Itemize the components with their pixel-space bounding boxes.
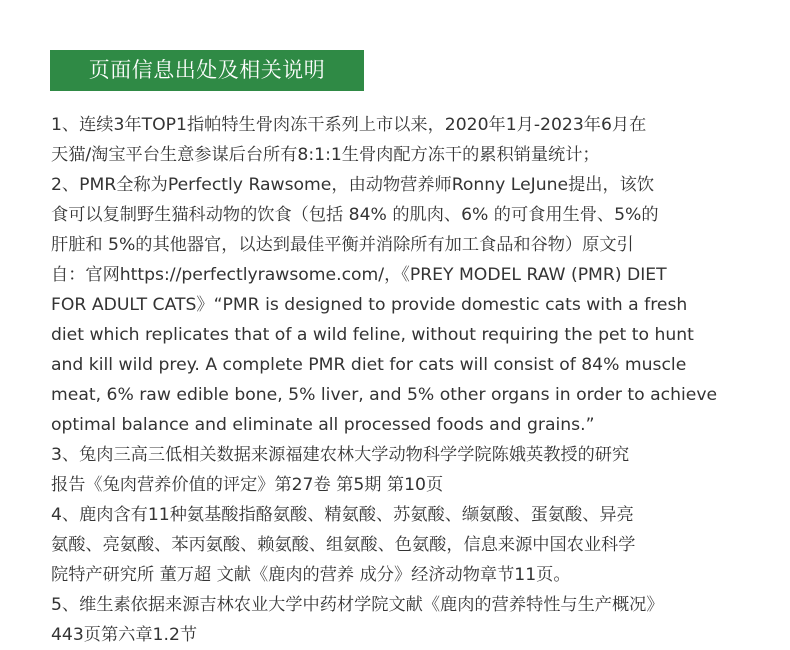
- note-line: 443页第六章1.2节: [51, 625, 198, 645]
- note-line: 2、PMR全称为Perfectly Rawsome，由动物营养师Ronny LeJune提出，该饮: [51, 175, 655, 195]
- note-line: meat, 6% raw edible bone, 5% liver, and 5% other organs in order to achieve: [51, 385, 718, 405]
- note-line: 自：官网https://perfectlyrawsome.com/，《PREY MODEL RAW (PMR) DIET: [51, 265, 667, 285]
- note-line: 院特产研究所 董万超 文献《鹿肉的营养 成分》经济动物章节11页。: [51, 565, 571, 585]
- note-line: 食可以复制野生猫科动物的饮食（包括 84% 的肌肉、6% 的可食用生骨、5%的: [51, 205, 659, 225]
- note-line: 3、兔肉三高三低相关数据来源福建农林大学动物科学学院陈娥英教授的研究: [51, 445, 630, 465]
- note-line: 1、连续3年TOP1指帕特生骨肉冻干系列上市以来，2020年1月-2023年6月在: [51, 115, 647, 135]
- note-line: 报告《兔肉营养价值的评定》第27卷 第5期 第10页: [51, 475, 444, 495]
- source-notes: [51, 110, 763, 650]
- note-line: 肝脏和 5%的其他器官，以达到最佳平衡并消除所有加工食品和谷物）原文引: [51, 235, 634, 255]
- note-line: and kill wild prey. A complete PMR diet for cats will consist of 84% muscle: [51, 355, 687, 375]
- note-line: 天猫/淘宝平台生意参谋后台所有8:1:1生骨肉配方冻干的累积销量统计；: [51, 145, 600, 165]
- section-title: 页面信息出处及相关说明: [50, 50, 364, 91]
- note-line: 5、维生素依据来源吉林农业大学中药材学院文献《鹿肉的营养特性与生产概况》: [51, 595, 664, 615]
- note-line: diet which replicates that of a wild feline, without requiring the pet to hunt: [51, 325, 694, 345]
- note-line: FOR ADULT CATS》“PMR is designed to provide domestic cats with a fresh: [51, 295, 688, 315]
- note-line: 氨酸、亮氨酸、苯丙氨酸、赖氨酸、组氨酸、色氨酸，信息来源中国农业科学: [51, 535, 636, 555]
- note-line: 4、鹿肉含有11种氨基酸指酪氨酸、精氨酸、苏氨酸、缬氨酸、蛋氨酸、异亮: [51, 505, 634, 525]
- note-line: optimal balance and eliminate all processed foods and grains.”: [51, 415, 595, 435]
